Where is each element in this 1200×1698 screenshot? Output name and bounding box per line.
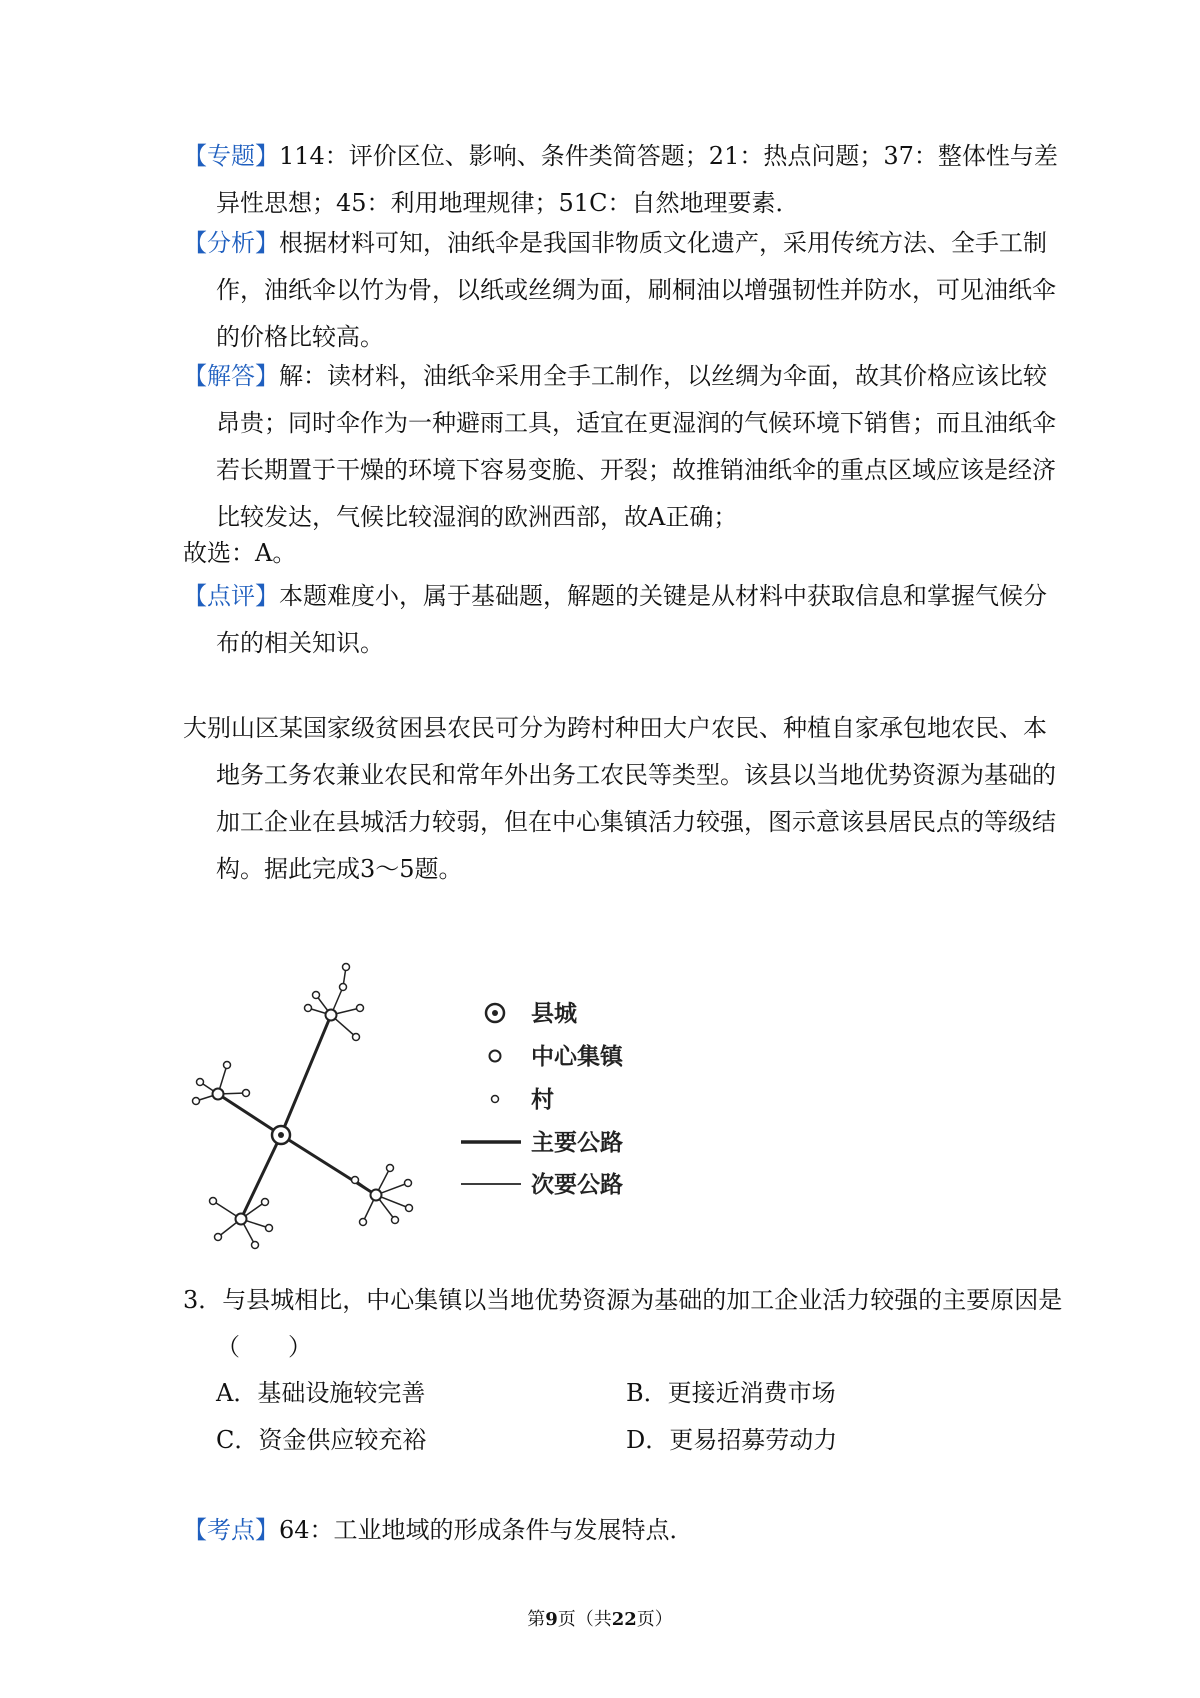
county-seat-center (278, 1132, 284, 1138)
main-road-sw (241, 1135, 281, 1219)
main-road-w (218, 1094, 281, 1135)
village-marker (305, 1005, 312, 1012)
village-marker (357, 1005, 364, 1012)
village-marker (193, 1098, 200, 1105)
village-marker (352, 1177, 359, 1184)
page-footer (0, 1605, 1200, 1631)
town-marker-ne (326, 1010, 337, 1021)
village-marker (210, 1198, 217, 1205)
legend-county-label: 县城 (531, 1001, 577, 1027)
village-marker (262, 1199, 269, 1206)
legend-village-label: 村 (531, 1087, 554, 1113)
main-road-se (281, 1135, 376, 1195)
option-c: C．资金供应较充裕 (216, 1426, 427, 1454)
village-marker (353, 1034, 360, 1041)
option-b: B．更接近消费市场 (626, 1379, 836, 1407)
legend-town-label: 中心集镇 (531, 1044, 623, 1070)
legend-town-symbol (490, 1051, 501, 1062)
village-marker (197, 1079, 204, 1086)
town-marker-w (213, 1089, 224, 1100)
footer-suffix: 页） (636, 1609, 673, 1630)
footer-prefix: 第 (527, 1609, 546, 1630)
exam-point-tag: 【考点】 (183, 1516, 279, 1544)
village-marker (224, 1062, 231, 1069)
analysis-tag: 【分析】 (183, 229, 279, 257)
question-text: 与县城相比，中心集镇以当地优势资源为基础的加工企业活力较强的主要原因是（ ） (216, 1286, 1063, 1361)
village-marker (243, 1090, 250, 1097)
town-marker-se (371, 1190, 382, 1201)
exam-point-text: 64：工业地域的形成条件与发展特点． (279, 1516, 694, 1544)
village-marker (405, 1180, 412, 1187)
village-marker (392, 1217, 399, 1224)
village-marker (252, 1242, 259, 1249)
village-marker (343, 964, 350, 971)
town-marker-sw (236, 1214, 247, 1225)
option-d: D．更易招募劳动力 (626, 1426, 838, 1454)
village-marker (313, 992, 320, 999)
option-a: A．基础设施较完善 (216, 1379, 426, 1407)
legend-minor-road-label: 次要公路 (531, 1172, 623, 1198)
village-marker (406, 1205, 413, 1212)
exam-point-section (183, 1507, 1033, 1554)
settlement-diagram (183, 955, 663, 1255)
topic-section (183, 133, 1066, 227)
village-marker (340, 984, 347, 991)
answer-tag: 【解答】 (183, 362, 279, 390)
topic-text: 114：评价区位、影响、条件类简答题；21：热点问题；37：整体性与差异性思想；45：利用地理规律；51C：自然地理要素． (216, 142, 1058, 217)
village-marker (387, 1165, 394, 1172)
comment-text: 本题难度小，属于基础题，解题的关键是从材料中获取信息和掌握气候分布的相关知识。 (216, 582, 1047, 657)
footer-middle: 页（共 (557, 1609, 612, 1630)
diagram-legend (461, 1001, 625, 1198)
comment-section (183, 573, 1066, 667)
main-road-ne (281, 1015, 331, 1135)
footer-total-pages: 22 (611, 1609, 637, 1630)
analysis-text: 根据材料可知，油纸伞是我国非物质文化遗产，采用传统方法、全手工制作，油纸伞以竹为骨，以纸或丝绸为面，刷桐油以增强韧性并防水，可见油纸伞的价格比较高。 (216, 229, 1056, 351)
choice-line: 故选：A。 (183, 539, 297, 567)
material-paragraph: 大别山区某国家级贫困县农民可分为跨村种田大户农民、种植自家承包地农民、本地务工务农兼业农民和常年外出务工农民等类型。该县以当地优势资源为基础的加工企业在县城活力较弱，但在中心集镇活力较强，图示意该县居民点的等级结构。据此完成3～5题。 (183, 714, 1056, 883)
question-number: 3． (183, 1286, 223, 1314)
topic-tag: 【专题】 (183, 142, 279, 170)
village-marker (266, 1225, 273, 1232)
answer-text: 解：读材料，油纸伞采用全手工制作，以丝绸为伞面，故其价格应该比较昂贵；同时伞作为一种避雨工具，适宜在更湿润的气候环境下销售；而且油纸伞若长期置于干燥的环境下容易变脆、开裂；故推销油纸伞的重点区域应该是经济比较发达，气候比较湿润的欧洲西部，故A正确； (216, 362, 1056, 531)
answer-section (183, 353, 1066, 541)
question-3 (183, 1277, 1066, 1371)
footer-page-number: 9 (545, 1609, 558, 1630)
legend-main-road-label: 主要公路 (531, 1130, 623, 1156)
analysis-section (183, 220, 1066, 361)
village-marker (360, 1219, 367, 1226)
village-marker (215, 1234, 222, 1241)
legend-village-symbol (492, 1096, 499, 1103)
comment-tag: 【点评】 (183, 582, 279, 610)
